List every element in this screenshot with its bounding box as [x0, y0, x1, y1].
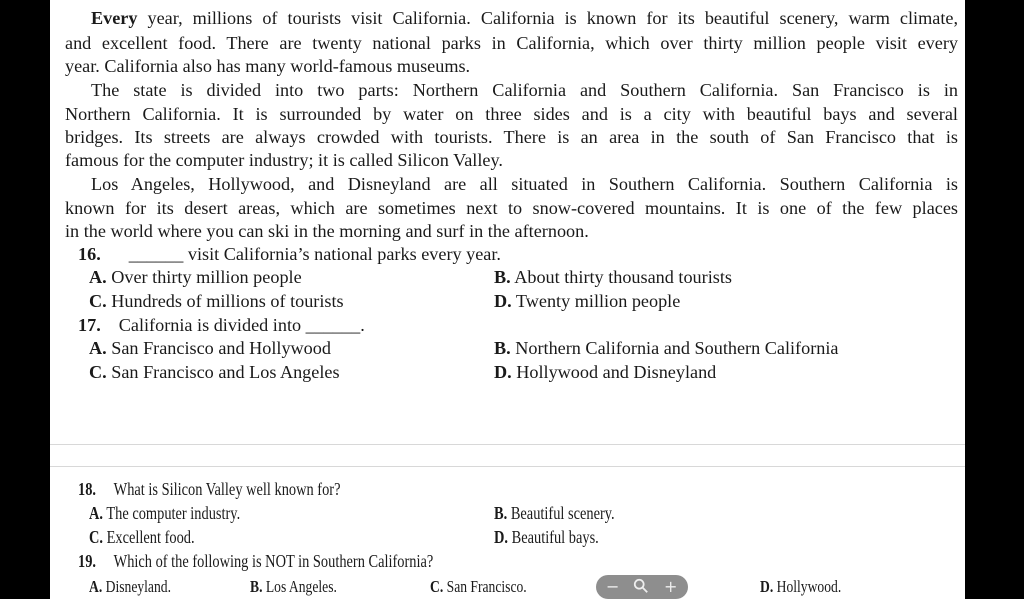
option-letter: D.: [760, 577, 774, 596]
option-text: Excellent food.: [103, 527, 195, 547]
option-19-c[interactable]: [430, 575, 527, 598]
passage-p2-line4: famous for the computer industry; it is called Silicon Valley.: [65, 150, 503, 170]
option-17-b[interactable]: [494, 337, 838, 360]
option-letter: A.: [89, 503, 103, 523]
question-number: 17.: [78, 315, 101, 335]
option-letter: B.: [250, 577, 263, 596]
option-letter: C.: [89, 527, 103, 547]
question-17: [78, 314, 365, 337]
option-letter: A.: [89, 267, 107, 287]
passage-p2-line1: The state is divided into two parts: Northern California and Southern California. San Francisco is in: [91, 80, 958, 100]
zoom-controls: [596, 575, 688, 599]
option-letter: A.: [89, 577, 103, 596]
option-letter: D.: [494, 362, 512, 382]
question-number: 16.: [78, 244, 101, 264]
passage-p2-line3: bridges. Its streets are always crowded with tourists. There is an area in the south of San Francisco that is: [65, 127, 958, 147]
question-number: 19.: [78, 551, 96, 571]
option-17-d[interactable]: [494, 361, 716, 384]
question-stem: What is Silicon Valley well known for?: [113, 479, 341, 499]
zoom-in-button[interactable]: +: [664, 577, 678, 596]
question-stem: ______ visit California’s national parks every year.: [128, 244, 501, 264]
option-letter: C.: [89, 362, 107, 382]
question-stem: California is divided into ______.: [118, 315, 365, 335]
option-text: Twenty million people: [511, 291, 681, 311]
option-19-d[interactable]: [760, 575, 841, 598]
option-18-a[interactable]: [89, 502, 240, 525]
option-18-c[interactable]: [89, 526, 195, 549]
option-text: Hollywood and Disneyland: [511, 362, 717, 382]
question-16: [78, 243, 501, 266]
option-text: Los Angeles.: [262, 577, 337, 596]
option-text: The computer industry.: [103, 503, 241, 523]
option-text: San Francisco and Hollywood: [106, 338, 331, 358]
option-letter: D.: [494, 527, 508, 547]
option-letter: B.: [494, 503, 508, 523]
option-text: Hundreds of millions of tourists: [106, 291, 344, 311]
option-letter: B.: [494, 267, 511, 287]
option-16-d[interactable]: [494, 290, 680, 313]
passage-p3-line2: known for its desert areas, which are sometimes next to snow-covered mountains. It is one of the few places: [65, 198, 958, 218]
zoom-out-button[interactable]: −: [606, 577, 620, 596]
option-text: Beautiful bays.: [508, 527, 599, 547]
option-text: Beautiful scenery.: [507, 503, 615, 523]
option-16-a[interactable]: [89, 266, 302, 289]
option-letter: C.: [430, 577, 444, 596]
question-19: [78, 550, 433, 573]
option-text: Disneyland.: [102, 577, 171, 596]
page-divider: [50, 444, 965, 467]
passage-lead-word: Every: [91, 8, 138, 28]
passage-p2-line2: Northern California. It is surrounded by water on three sides and is a city with beautiful bays and several: [65, 104, 958, 124]
option-letter: D.: [494, 291, 512, 311]
question-18: [78, 478, 341, 501]
option-letter: A.: [89, 338, 107, 358]
passage-text: year, millions of tourists visit California. California is known for its beautiful scenery, warm climate,: [137, 8, 958, 28]
option-text: San Francisco and Los Angeles: [106, 362, 340, 382]
option-text: San Francisco.: [443, 577, 527, 596]
passage-p1-line2: and excellent food. There are twenty national parks in California, which over thirty million people visit every: [65, 33, 958, 53]
passage-p3-line3: in the world where you can ski in the morning and surf in the afternoon.: [65, 221, 589, 241]
option-text: Northern California and Southern California: [510, 338, 839, 358]
question-stem: Which of the following is NOT in Southern California?: [113, 551, 434, 571]
option-text: Over thirty million people: [106, 267, 302, 287]
passage-p3-line1: Los Angeles, Hollywood, and Disneyland are all situated in Southern California. Southern California is: [91, 174, 958, 194]
option-18-d[interactable]: [494, 526, 599, 549]
option-19-a[interactable]: [89, 575, 171, 598]
option-19-b[interactable]: [250, 575, 337, 598]
option-16-c[interactable]: [89, 290, 344, 313]
option-17-a[interactable]: [89, 337, 331, 360]
option-letter: C.: [89, 291, 107, 311]
option-18-b[interactable]: [494, 502, 615, 525]
option-text: About thirty thousand tourists: [510, 267, 732, 287]
question-number: 18.: [78, 479, 96, 499]
option-16-b[interactable]: [494, 266, 732, 289]
option-17-c[interactable]: [89, 361, 340, 384]
option-text: Hollywood.: [773, 577, 842, 596]
passage-p1-line3: year. California also has many world-famous museums.: [65, 56, 471, 76]
passage-p1-line1: [65, 7, 958, 30]
magnifier-icon[interactable]: [633, 578, 649, 597]
option-letter: B.: [494, 338, 511, 358]
